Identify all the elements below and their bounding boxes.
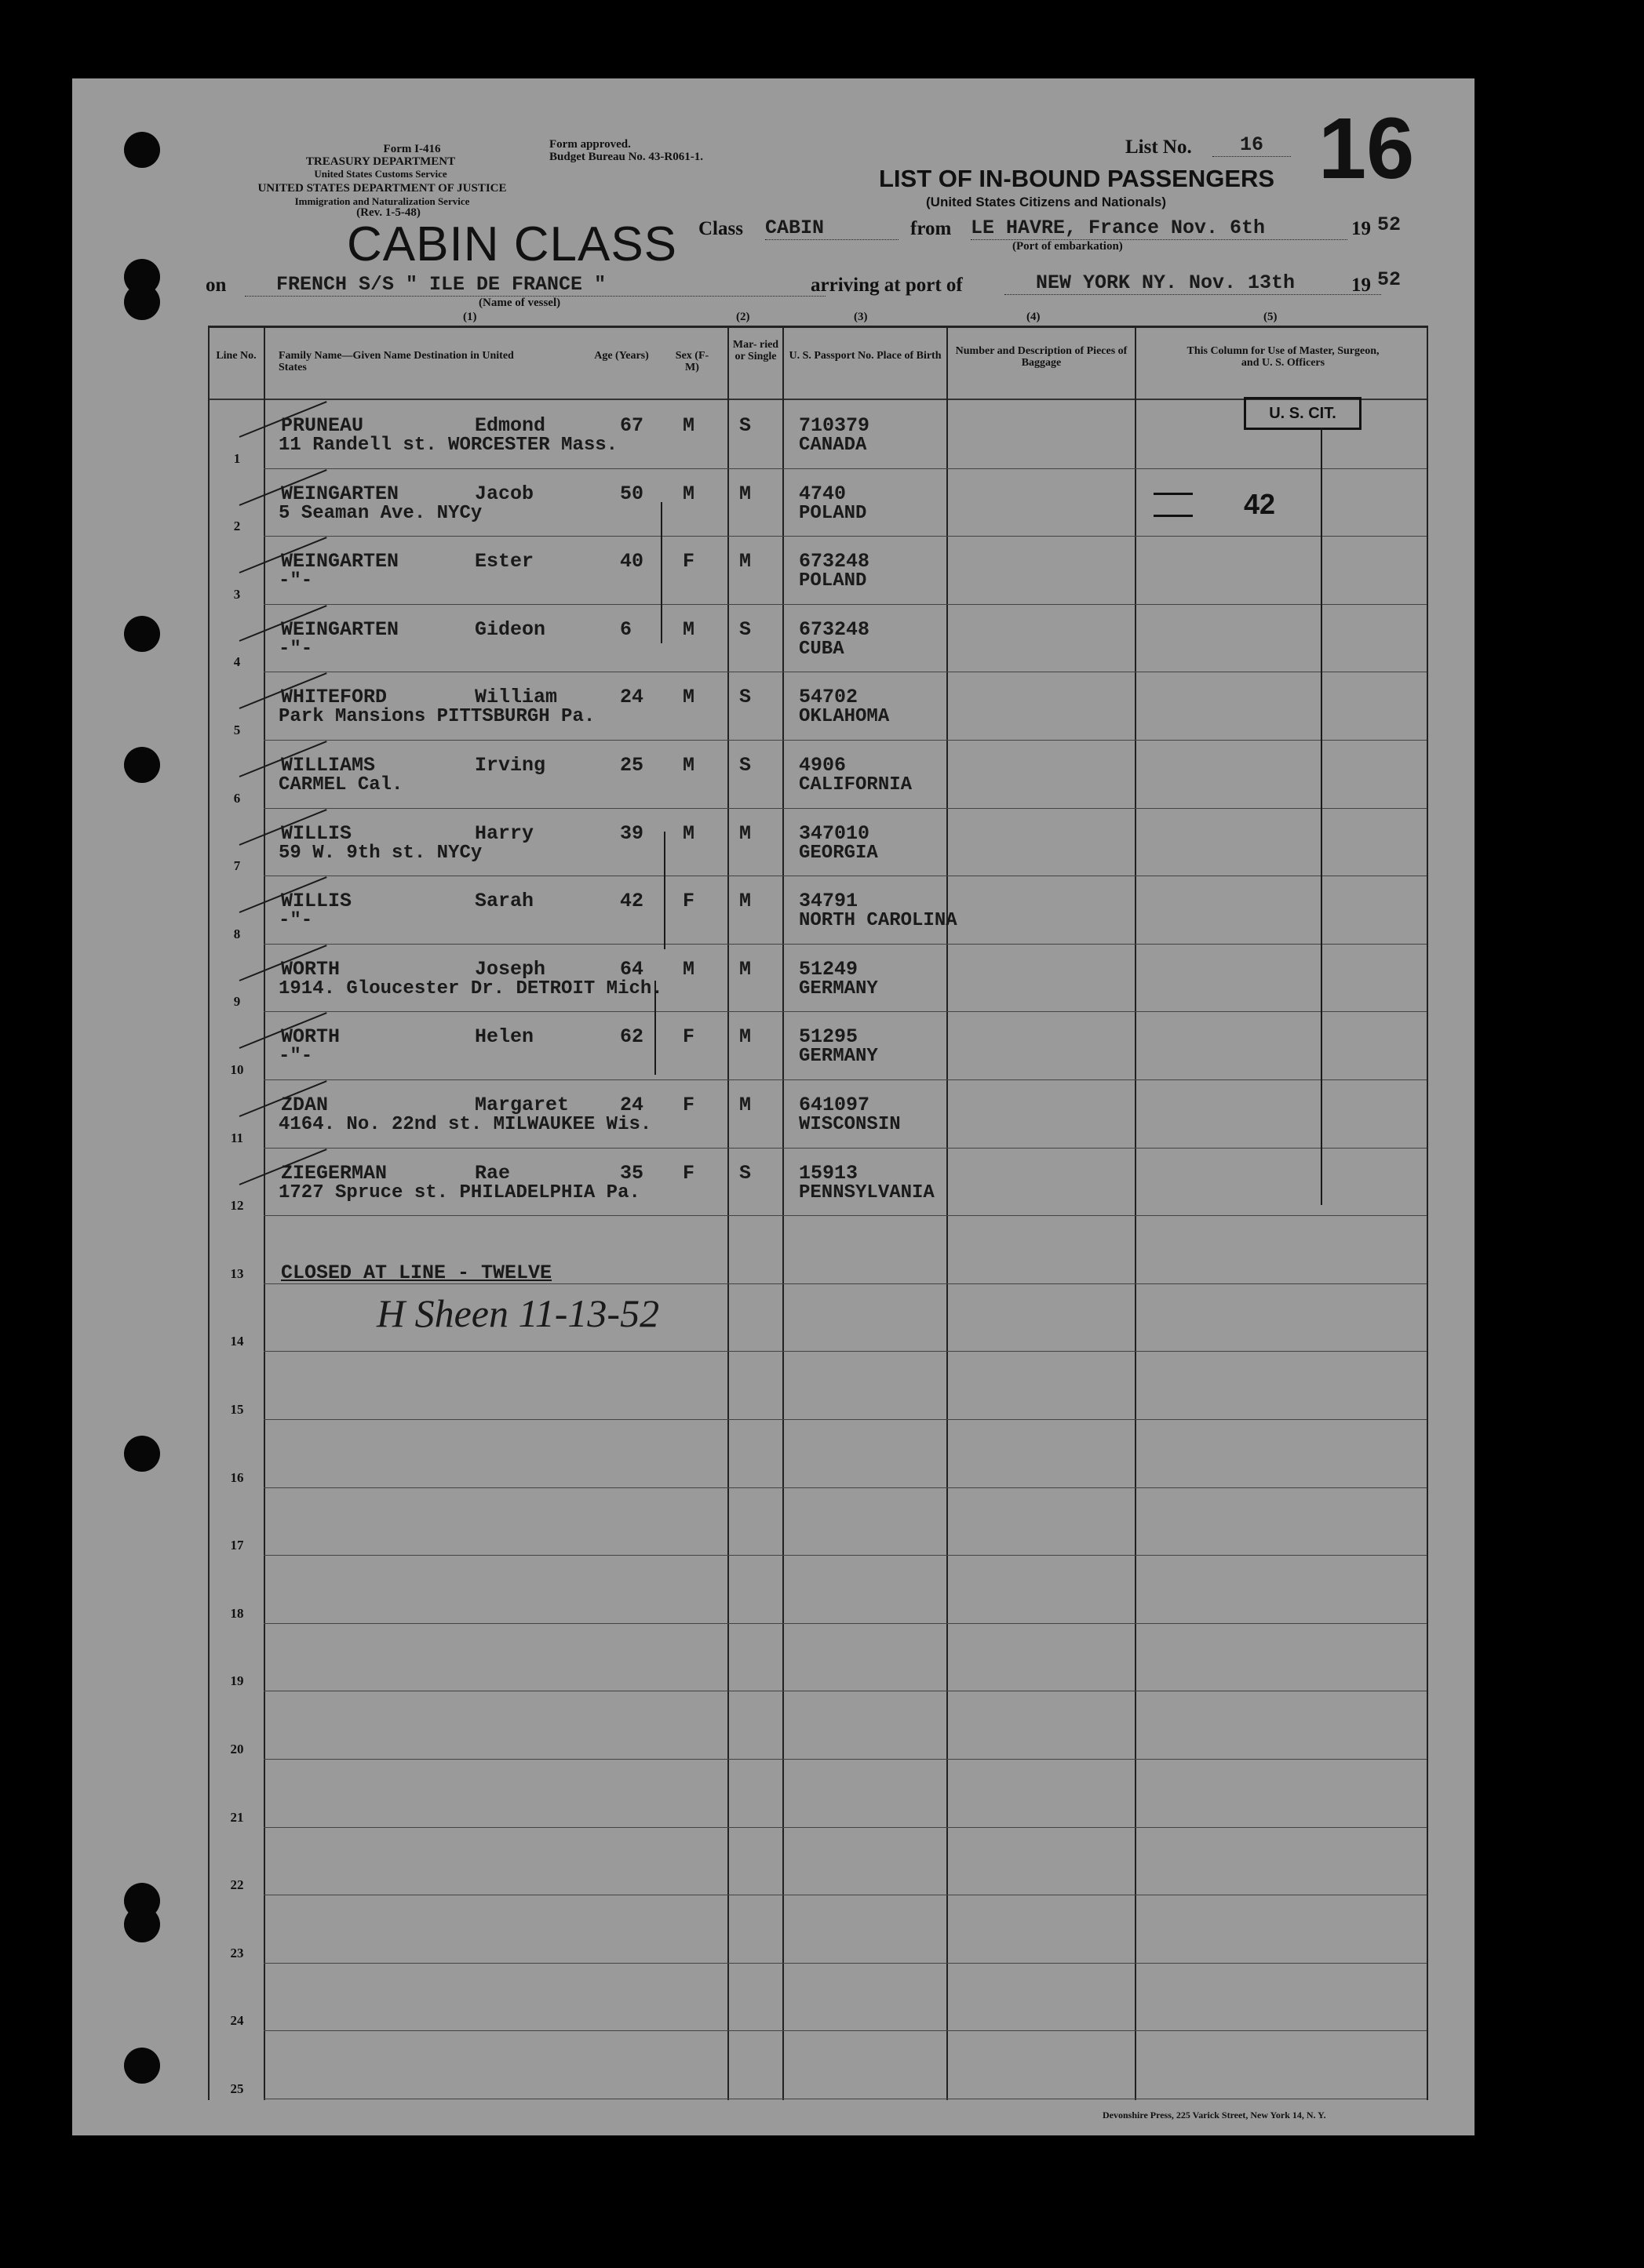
passenger-given-name: Joseph <box>475 958 546 981</box>
passenger-destination: 5 Seaman Ave. NYCy <box>279 503 483 524</box>
passenger-family-name: ZIEGERMAN <box>281 1162 388 1185</box>
line-number: 14 <box>230 1334 244 1349</box>
passenger-given-name: Harry <box>475 822 534 845</box>
row-rule <box>264 1079 1427 1080</box>
passenger-family-name: WEINGARTEN <box>281 618 399 641</box>
passenger-age: 40 <box>620 550 644 573</box>
line-number: 20 <box>230 1742 244 1757</box>
passenger-given-name: Sarah <box>475 890 534 912</box>
passenger-passport-no: 54702 <box>799 686 858 708</box>
passenger-family-name: WORTH <box>281 958 341 981</box>
passenger-marital-status: M <box>739 822 752 845</box>
passenger-birthplace: CANADA <box>799 435 867 456</box>
form-number: Form I-416 <box>383 143 441 155</box>
printer-note: Devonshire Press, 225 Varick Street, New York 14, N. Y. <box>1103 2110 1326 2121</box>
header-age: Age (Years) <box>594 350 649 362</box>
arriving-year: 52 <box>1377 268 1402 291</box>
passenger-marital-status: M <box>739 550 752 573</box>
line-number: 23 <box>230 1946 244 1960</box>
row-rule <box>264 1759 1427 1760</box>
passenger-passport-no: 51295 <box>799 1025 858 1048</box>
list-no-label: List No. <box>1125 137 1192 158</box>
row-rule <box>264 604 1427 605</box>
row-rule <box>264 1623 1427 1624</box>
line-number: 9 <box>233 994 241 1009</box>
passenger-sex: F <box>683 1094 695 1116</box>
row-rule <box>264 1011 1427 1012</box>
passenger-destination: -"- <box>279 639 313 660</box>
row-rule <box>264 1963 1427 1964</box>
list-subtitle: (United States Citizens and Nationals) <box>926 195 1167 209</box>
passenger-family-name: WEINGARTEN <box>281 482 399 505</box>
passenger-destination: 11 Randell st. WORCESTER Mass. <box>279 435 618 456</box>
passenger-sex: F <box>683 550 695 573</box>
row-rule <box>264 2030 1427 2031</box>
passenger-marital-status: S <box>739 414 752 437</box>
customs-service: United States Customs Service <box>314 168 447 180</box>
punch-hole <box>124 284 160 320</box>
cabin-class-heading: CABIN CLASS <box>347 217 678 271</box>
passenger-passport-no: 641097 <box>799 1094 870 1116</box>
passenger-age: 39 <box>620 822 644 845</box>
passenger-marital-status: M <box>739 890 752 912</box>
passenger-family-name: WORTH <box>281 1025 341 1048</box>
form-approved: Form approved. <box>549 138 631 151</box>
justice-dept: UNITED STATES DEPARTMENT OF JUSTICE <box>257 182 507 195</box>
port-embarkation-caption: (Port of embarkation) <box>1012 240 1123 253</box>
passenger-sex: F <box>683 1025 695 1048</box>
passenger-birthplace: GERMANY <box>799 1046 878 1067</box>
passenger-age: 50 <box>620 482 644 505</box>
passenger-birthplace: POLAND <box>799 570 867 592</box>
from-value: LE HAVRE, France Nov. 6th <box>971 217 1347 240</box>
col-number-3: (3) <box>854 311 868 323</box>
passenger-age: 67 <box>620 414 644 437</box>
line-number: 11 <box>230 1130 244 1145</box>
passenger-sex: M <box>683 754 695 777</box>
passenger-birthplace: PENNSYLVANIA <box>799 1182 935 1203</box>
passenger-age: 42 <box>620 890 644 912</box>
passenger-passport-no: 347010 <box>799 822 870 845</box>
passenger-age: 24 <box>620 1094 644 1116</box>
passenger-family-name: WILLIS <box>281 822 352 845</box>
passenger-destination: CARMEL Cal. <box>279 774 403 795</box>
col-number-5: (5) <box>1263 311 1278 323</box>
passenger-sex: M <box>683 618 695 641</box>
us-citizen-stamp: U. S. CIT. <box>1244 397 1361 430</box>
passenger-destination: 4164. No. 22nd st. MILWAUKEE Wis. <box>279 1114 652 1135</box>
passenger-destination: 1727 Spruce st. PHILADELPHIA Pa. <box>279 1182 640 1203</box>
passenger-passport-no: 51249 <box>799 958 858 981</box>
passenger-sex: M <box>683 482 695 505</box>
passenger-age: 35 <box>620 1162 644 1185</box>
line-number: 18 <box>230 1606 244 1621</box>
line-number: 24 <box>230 2013 244 2028</box>
passenger-marital-status: M <box>739 958 752 981</box>
row-rule <box>264 1487 1427 1488</box>
passenger-marital-status: M <box>739 1025 752 1048</box>
vessel-name: FRENCH S/S " ILE DE FRANCE " <box>245 273 826 297</box>
passenger-passport-no: 15913 <box>799 1162 858 1185</box>
col-number-1: (1) <box>463 311 477 323</box>
passenger-age: 6 <box>620 618 632 641</box>
ins-service: Immigration and Naturalization Service <box>294 195 470 207</box>
line-number: 3 <box>233 587 241 602</box>
passenger-family-name: ZDAN <box>281 1094 329 1116</box>
pen-bracket <box>661 502 662 643</box>
passenger-birthplace: POLAND <box>799 503 867 524</box>
passenger-age: 62 <box>620 1025 644 1048</box>
line-number: 2 <box>233 519 241 533</box>
passenger-birthplace: CALIFORNIA <box>799 774 913 795</box>
line-number: 22 <box>230 1877 244 1892</box>
passenger-marital-status: S <box>739 754 752 777</box>
arriving-year-prefix: 19 <box>1351 275 1371 296</box>
line-number: 8 <box>233 926 241 941</box>
passenger-age: 25 <box>620 754 644 777</box>
row-rule <box>264 1148 1427 1149</box>
row-rule <box>264 1419 1427 1420</box>
list-big-number: 16 <box>1318 100 1415 197</box>
line-number: 10 <box>230 1062 244 1077</box>
row-rule <box>264 536 1427 537</box>
passenger-given-name: Jacob <box>475 482 534 505</box>
punch-hole <box>124 1436 160 1472</box>
header-sex: Sex (F-M) <box>675 350 709 373</box>
passenger-given-name: Helen <box>475 1025 534 1048</box>
row-rule <box>264 468 1427 469</box>
vessel-caption: (Name of vessel) <box>479 297 561 309</box>
passenger-birthplace: OKLAHOMA <box>799 706 890 727</box>
passenger-given-name: Gideon <box>475 618 546 641</box>
row-rule <box>264 740 1427 741</box>
passenger-birthplace: NORTH CAROLINA <box>799 910 957 931</box>
from-year-prefix: 19 <box>1351 218 1371 239</box>
line-number: 12 <box>230 1198 244 1213</box>
header-passport: U. S. Passport No. Place of Birth <box>789 350 942 362</box>
passenger-given-name: Margaret <box>475 1094 570 1116</box>
officer-signature: H Sheen 11-13-52 <box>377 1291 660 1335</box>
arriving-label: arriving at port of <box>811 275 963 296</box>
punch-hole <box>124 2048 160 2084</box>
passenger-marital-status: M <box>739 482 752 505</box>
passenger-family-name: WHITEFORD <box>281 686 388 708</box>
passenger-passport-no: 673248 <box>799 618 870 641</box>
line-number: 1 <box>233 451 241 466</box>
passenger-destination: -"- <box>279 910 313 931</box>
punch-hole <box>124 1906 160 1942</box>
passenger-sex: M <box>683 414 695 437</box>
col-number-4: (4) <box>1026 311 1041 323</box>
passenger-passport-no: 4906 <box>799 754 847 777</box>
row-rule <box>264 1351 1427 1352</box>
passenger-birthplace: GEORGIA <box>799 843 878 864</box>
arriving-value: NEW YORK NY. Nov. 13th <box>1004 271 1381 295</box>
col-number-2: (2) <box>736 311 750 323</box>
passenger-family-name: WEINGARTEN <box>281 550 399 573</box>
passenger-family-name: WILLIS <box>281 890 352 912</box>
passenger-given-name: Ester <box>475 550 534 573</box>
passenger-destination: 59 W. 9th st. NYCy <box>279 843 483 864</box>
count-note: 42 <box>1244 488 1276 520</box>
passenger-birthplace: GERMANY <box>799 978 878 999</box>
revision: (Rev. 1-5-48) <box>356 206 421 219</box>
line-number: 13 <box>230 1266 244 1281</box>
line-number: 5 <box>233 723 241 737</box>
passenger-given-name: Rae <box>475 1162 511 1185</box>
line-number: 21 <box>230 1810 244 1825</box>
header-officers: This Column for Use of Master, Surgeon, and U. S. Officers <box>1187 345 1380 369</box>
class-value: CABIN <box>765 217 899 240</box>
line-number: 7 <box>233 858 241 873</box>
passenger-family-name: WILLIAMS <box>281 754 376 777</box>
header-married: Mar- ried or Single <box>732 339 779 362</box>
passenger-marital-status: M <box>739 1094 752 1116</box>
passenger-sex: M <box>683 686 695 708</box>
passenger-passport-no: 34791 <box>799 890 858 912</box>
line-number: 4 <box>233 654 241 669</box>
punch-hole <box>124 747 160 783</box>
pen-line <box>1321 428 1322 1205</box>
passenger-given-name: Edmond <box>475 414 546 437</box>
list-title: LIST OF IN-BOUND PASSENGERS <box>879 165 1275 192</box>
header-line-no: Line No. <box>216 350 257 362</box>
passenger-birthplace: CUBA <box>799 639 844 660</box>
passenger-age: 64 <box>620 958 644 981</box>
line-number: 25 <box>230 2081 244 2096</box>
passenger-destination: Park Mansions PITTSBURGH Pa. <box>279 706 596 727</box>
row-rule <box>264 1827 1427 1828</box>
row-rule <box>264 1215 1427 1216</box>
row-rule <box>264 944 1427 945</box>
passenger-marital-status: S <box>739 618 752 641</box>
pen-bracket <box>664 832 665 949</box>
passenger-sex: M <box>683 822 695 845</box>
on-label: on <box>206 275 227 296</box>
punch-hole <box>124 616 160 652</box>
passenger-marital-status: S <box>739 686 752 708</box>
from-label: from <box>910 218 952 239</box>
passenger-passport-no: 4740 <box>799 482 847 505</box>
passenger-destination: -"- <box>279 570 313 592</box>
passenger-birthplace: WISCONSIN <box>799 1114 901 1135</box>
line-number: 19 <box>230 1673 244 1688</box>
closed-note: CLOSED AT LINE - TWELVE <box>281 1261 552 1284</box>
passenger-given-name: William <box>475 686 558 708</box>
list-no-value: 16 <box>1212 133 1291 157</box>
passenger-family-name: PRUNEAU <box>281 414 364 437</box>
dash-mark <box>1154 515 1193 517</box>
passenger-destination: 1914. Gloucester Dr. DETROIT Mich. <box>279 978 663 999</box>
passenger-marital-status: S <box>739 1162 752 1185</box>
line-number: 16 <box>230 1470 244 1485</box>
passenger-sex: F <box>683 890 695 912</box>
dash-mark <box>1154 493 1193 495</box>
passenger-sex: F <box>683 1162 695 1185</box>
punch-hole <box>124 132 160 168</box>
budget-bureau: Budget Bureau No. 43-R061-1. <box>549 151 703 163</box>
passenger-given-name: Irving <box>475 754 546 777</box>
passenger-passport-no: 710379 <box>799 414 870 437</box>
from-year: 52 <box>1377 213 1402 236</box>
row-rule <box>264 1555 1427 1556</box>
passenger-destination: -"- <box>279 1046 313 1067</box>
header-name-destination: Family Name—Given Name Destination in United States <box>279 350 514 373</box>
line-number: 17 <box>230 1538 244 1553</box>
passenger-passport-no: 673248 <box>799 550 870 573</box>
treasury-dept: TREASURY DEPARTMENT <box>305 155 456 168</box>
class-label: Class <box>698 218 743 239</box>
passenger-age: 24 <box>620 686 644 708</box>
line-number: 6 <box>233 791 241 806</box>
line-number: 15 <box>230 1402 244 1417</box>
header-baggage: Number and Description of Pieces of Baggage <box>955 345 1128 369</box>
passenger-sex: M <box>683 958 695 981</box>
row-rule <box>264 808 1427 809</box>
